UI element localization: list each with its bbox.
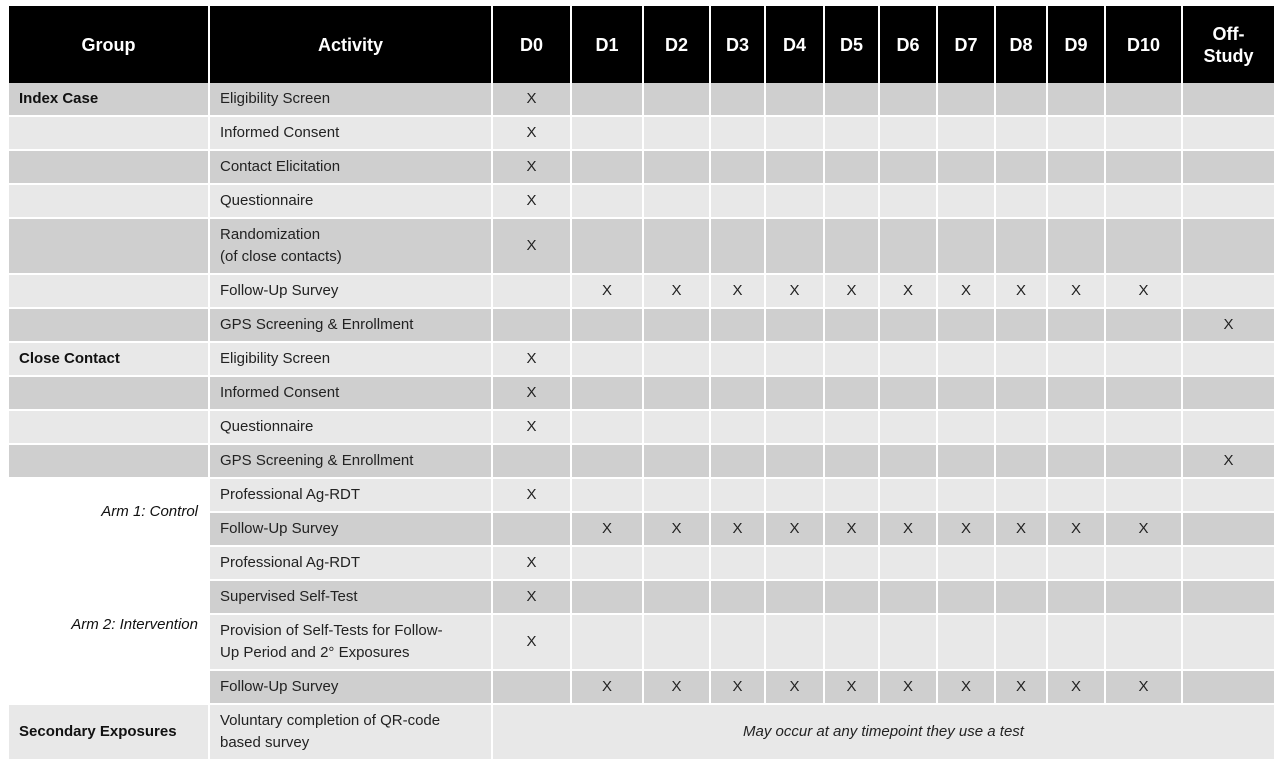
- mark-cell-d4: [766, 547, 825, 581]
- mark-cell-d1: [572, 547, 644, 581]
- mark-cell-off: [1183, 479, 1274, 513]
- mark-cell-d1: [572, 615, 644, 671]
- mark-cell-d3: X: [711, 513, 766, 547]
- mark-cell-d7: [938, 83, 996, 117]
- table-row: [9, 705, 1274, 761]
- table-row: [9, 343, 1274, 377]
- mark-cell-d2: [644, 479, 711, 513]
- mark-cell-d9: X: [1048, 513, 1106, 547]
- mark-cell-d2: X: [644, 275, 711, 309]
- mark-cell-d9: X: [1048, 275, 1106, 309]
- mark-cell-d5: X: [825, 671, 880, 705]
- mark-cell-d3: X: [711, 671, 766, 705]
- header-d3: D3: [711, 6, 766, 83]
- mark-cell-off: [1183, 581, 1274, 615]
- mark-cell-d5: [825, 581, 880, 615]
- mark-cell-d8: [996, 445, 1048, 479]
- mark-cell-d8: [996, 343, 1048, 377]
- mark-cell-d7: X: [938, 671, 996, 705]
- mark-cell-d8: [996, 219, 1048, 275]
- mark-cell-d7: [938, 445, 996, 479]
- mark-cell-d3: [711, 615, 766, 671]
- mark-cell-d7: [938, 309, 996, 343]
- mark-cell-d10: [1106, 83, 1183, 117]
- header-d4: D4: [766, 6, 825, 83]
- mark-cell-d2: X: [644, 513, 711, 547]
- mark-cell-d1: [572, 117, 644, 151]
- mark-cell-d10: [1106, 479, 1183, 513]
- group-cell: [9, 275, 210, 309]
- activity-cell: Professional Ag-RDT: [210, 547, 493, 581]
- mark-cell-d7: [938, 117, 996, 151]
- mark-cell-d2: [644, 117, 711, 151]
- mark-cell-d3: [711, 117, 766, 151]
- mark-cell-d0: [493, 275, 572, 309]
- activity-cell: Questionnaire: [210, 185, 493, 219]
- mark-cell-d0: X: [493, 83, 572, 117]
- mark-cell-d6: [880, 445, 938, 479]
- mark-cell-d9: [1048, 615, 1106, 671]
- mark-cell-d5: [825, 83, 880, 117]
- mark-cell-d7: [938, 411, 996, 445]
- mark-cell-d1: [572, 185, 644, 219]
- mark-cell-d2: [644, 615, 711, 671]
- group-cell: Index Case: [9, 83, 210, 117]
- mark-cell-off: [1183, 117, 1274, 151]
- mark-cell-d2: [644, 581, 711, 615]
- table-row: [9, 479, 1274, 513]
- mark-cell-d0: X: [493, 185, 572, 219]
- header-d10: D10: [1106, 6, 1183, 83]
- mark-cell-d3: [711, 411, 766, 445]
- mark-cell-d4: [766, 151, 825, 185]
- mark-cell-off: [1183, 151, 1274, 185]
- mark-cell-d1: X: [572, 275, 644, 309]
- mark-cell-d1: [572, 479, 644, 513]
- mark-cell-d5: X: [825, 513, 880, 547]
- activity-cell: Follow-Up Survey: [210, 513, 493, 547]
- mark-cell-d1: [572, 445, 644, 479]
- mark-cell-d0: X: [493, 615, 572, 671]
- mark-cell-d3: [711, 185, 766, 219]
- mark-cell-d2: [644, 151, 711, 185]
- header-group: Group: [9, 6, 210, 83]
- mark-cell-d3: [711, 547, 766, 581]
- mark-cell-d4: [766, 479, 825, 513]
- mark-cell-off: [1183, 185, 1274, 219]
- group-cell: [9, 309, 210, 343]
- mark-cell-d9: [1048, 581, 1106, 615]
- mark-cell-d8: X: [996, 275, 1048, 309]
- activity-cell: Questionnaire: [210, 411, 493, 445]
- mark-cell-d1: [572, 219, 644, 275]
- mark-cell-d1: [572, 309, 644, 343]
- mark-cell-d6: [880, 219, 938, 275]
- mark-cell-d0: X: [493, 219, 572, 275]
- table-row: [9, 309, 1274, 343]
- mark-cell-off: X: [1183, 445, 1274, 479]
- table-row: [9, 185, 1274, 219]
- mark-cell-d9: [1048, 117, 1106, 151]
- mark-cell-d6: [880, 185, 938, 219]
- group-cell: [9, 445, 210, 479]
- table-row: [9, 411, 1274, 445]
- mark-cell-d0: X: [493, 479, 572, 513]
- mark-cell-d0: X: [493, 581, 572, 615]
- mark-cell-d6: X: [880, 275, 938, 309]
- mark-cell-d5: [825, 547, 880, 581]
- mark-cell-d0: [493, 513, 572, 547]
- mark-cell-d2: [644, 445, 711, 479]
- header-row: [9, 6, 1274, 83]
- activity-cell: Professional Ag-RDT: [210, 479, 493, 513]
- activity-cell: GPS Screening & Enrollment: [210, 445, 493, 479]
- mark-cell-d10: [1106, 219, 1183, 275]
- mark-cell-off: X: [1183, 309, 1274, 343]
- mark-cell-d5: [825, 343, 880, 377]
- group-cell: [9, 185, 210, 219]
- mark-cell-d5: X: [825, 275, 880, 309]
- mark-cell-d10: [1106, 343, 1183, 377]
- mark-cell-d9: [1048, 343, 1106, 377]
- mark-cell-d6: [880, 151, 938, 185]
- mark-cell-d4: X: [766, 671, 825, 705]
- mark-cell-d1: [572, 83, 644, 117]
- mark-cell-off: [1183, 513, 1274, 547]
- mark-cell-d0: [493, 445, 572, 479]
- mark-cell-d10: [1106, 309, 1183, 343]
- group-cell: Secondary Exposures: [9, 705, 210, 761]
- mark-cell-d3: [711, 445, 766, 479]
- mark-cell-d7: [938, 185, 996, 219]
- mark-cell-d7: [938, 547, 996, 581]
- mark-cell-d3: [711, 151, 766, 185]
- mark-cell-d8: [996, 185, 1048, 219]
- mark-cell-off: [1183, 411, 1274, 445]
- table-row: [9, 151, 1274, 185]
- mark-cell-d4: X: [766, 275, 825, 309]
- mark-cell-d1: [572, 151, 644, 185]
- table-row: [9, 219, 1274, 275]
- mark-cell-d7: [938, 151, 996, 185]
- mark-cell-d6: [880, 309, 938, 343]
- mark-cell-d0: X: [493, 343, 572, 377]
- mark-cell-off: [1183, 219, 1274, 275]
- mark-cell-d8: [996, 117, 1048, 151]
- activity-cell: Informed Consent: [210, 377, 493, 411]
- mark-cell-d5: [825, 309, 880, 343]
- mark-cell-d8: [996, 309, 1048, 343]
- mark-cell-d3: [711, 309, 766, 343]
- mark-cell-d6: X: [880, 513, 938, 547]
- mark-cell-off: [1183, 377, 1274, 411]
- mark-cell-d6: [880, 117, 938, 151]
- activity-cell: Voluntary completion of QR-code based survey: [210, 705, 493, 761]
- mark-cell-d7: [938, 615, 996, 671]
- mark-cell-d9: [1048, 377, 1106, 411]
- mark-cell-d2: [644, 185, 711, 219]
- group-cell: [9, 377, 210, 411]
- activity-cell: Eligibility Screen: [210, 343, 493, 377]
- mark-cell-d4: [766, 581, 825, 615]
- mark-cell-d1: [572, 581, 644, 615]
- timepoint-note: May occur at any timepoint they use a test: [493, 705, 1274, 761]
- mark-cell-d2: X: [644, 671, 711, 705]
- mark-cell-d6: [880, 479, 938, 513]
- mark-cell-d4: [766, 377, 825, 411]
- mark-cell-d7: [938, 219, 996, 275]
- mark-cell-d5: [825, 445, 880, 479]
- mark-cell-d7: X: [938, 513, 996, 547]
- mark-cell-d2: [644, 309, 711, 343]
- mark-cell-d8: [996, 83, 1048, 117]
- mark-cell-off: [1183, 343, 1274, 377]
- header-activity: Activity: [210, 6, 493, 83]
- mark-cell-d5: [825, 479, 880, 513]
- mark-cell-d3: [711, 479, 766, 513]
- mark-cell-d3: [711, 581, 766, 615]
- mark-cell-d4: [766, 343, 825, 377]
- mark-cell-d4: [766, 445, 825, 479]
- table-row: [9, 83, 1274, 117]
- mark-cell-off: [1183, 275, 1274, 309]
- mark-cell-d0: [493, 309, 572, 343]
- mark-cell-d4: X: [766, 513, 825, 547]
- activity-cell: GPS Screening & Enrollment: [210, 309, 493, 343]
- table-row: [9, 377, 1274, 411]
- mark-cell-d10: [1106, 117, 1183, 151]
- mark-cell-d0: X: [493, 377, 572, 411]
- mark-cell-d5: [825, 185, 880, 219]
- mark-cell-d6: X: [880, 671, 938, 705]
- mark-cell-d1: [572, 411, 644, 445]
- mark-cell-d8: [996, 547, 1048, 581]
- mark-cell-d0: X: [493, 151, 572, 185]
- mark-cell-d10: X: [1106, 275, 1183, 309]
- group-cell: Close Contact: [9, 343, 210, 377]
- mark-cell-d7: [938, 377, 996, 411]
- header-d8: D8: [996, 6, 1048, 83]
- mark-cell-d5: [825, 411, 880, 445]
- mark-cell-d9: [1048, 479, 1106, 513]
- header-d1: D1: [572, 6, 644, 83]
- mark-cell-d2: [644, 343, 711, 377]
- header-d9: D9: [1048, 6, 1106, 83]
- group-cell: Arm 1: Control: [9, 479, 210, 547]
- mark-cell-d2: [644, 83, 711, 117]
- mark-cell-d2: [644, 411, 711, 445]
- mark-cell-d6: [880, 83, 938, 117]
- table-row: [9, 547, 1274, 581]
- mark-cell-d4: [766, 615, 825, 671]
- mark-cell-d6: [880, 581, 938, 615]
- mark-cell-d10: [1106, 615, 1183, 671]
- mark-cell-d5: [825, 377, 880, 411]
- mark-cell-d2: [644, 377, 711, 411]
- mark-cell-d8: X: [996, 513, 1048, 547]
- mark-cell-d2: [644, 219, 711, 275]
- table-row: [9, 117, 1274, 151]
- mark-cell-d9: [1048, 309, 1106, 343]
- activity-cell: Follow-Up Survey: [210, 275, 493, 309]
- activity-cell: Eligibility Screen: [210, 83, 493, 117]
- header-d6: D6: [880, 6, 938, 83]
- mark-cell-d4: [766, 219, 825, 275]
- mark-cell-d8: [996, 411, 1048, 445]
- mark-cell-d1: [572, 343, 644, 377]
- mark-cell-d4: [766, 411, 825, 445]
- header-off-study: Off- Study: [1183, 6, 1274, 83]
- header-d0: D0: [493, 6, 572, 83]
- mark-cell-d9: [1048, 83, 1106, 117]
- header-d2: D2: [644, 6, 711, 83]
- group-cell: Arm 2: Intervention: [9, 547, 210, 705]
- table-row: [9, 445, 1274, 479]
- mark-cell-d9: [1048, 219, 1106, 275]
- mark-cell-d5: [825, 151, 880, 185]
- mark-cell-d3: [711, 377, 766, 411]
- mark-cell-d0: X: [493, 117, 572, 151]
- header-d7: D7: [938, 6, 996, 83]
- mark-cell-d3: [711, 219, 766, 275]
- table-row: [9, 275, 1274, 309]
- mark-cell-d6: [880, 377, 938, 411]
- mark-cell-d0: X: [493, 547, 572, 581]
- mark-cell-d9: [1048, 185, 1106, 219]
- mark-cell-d1: [572, 377, 644, 411]
- mark-cell-d6: [880, 615, 938, 671]
- mark-cell-d9: [1048, 547, 1106, 581]
- group-cell: [9, 151, 210, 185]
- mark-cell-off: [1183, 615, 1274, 671]
- mark-cell-d10: X: [1106, 671, 1183, 705]
- group-cell: [9, 411, 210, 445]
- activity-cell: Supervised Self-Test: [210, 581, 493, 615]
- mark-cell-d4: [766, 185, 825, 219]
- mark-cell-d0: X: [493, 411, 572, 445]
- mark-cell-d9: [1048, 411, 1106, 445]
- mark-cell-d8: [996, 581, 1048, 615]
- mark-cell-d10: [1106, 151, 1183, 185]
- mark-cell-d8: [996, 615, 1048, 671]
- mark-cell-d9: [1048, 151, 1106, 185]
- mark-cell-d7: [938, 479, 996, 513]
- mark-cell-d7: X: [938, 275, 996, 309]
- mark-cell-d4: [766, 309, 825, 343]
- header-d5: D5: [825, 6, 880, 83]
- mark-cell-d1: X: [572, 513, 644, 547]
- mark-cell-d9: [1048, 445, 1106, 479]
- mark-cell-d0: [493, 671, 572, 705]
- mark-cell-d8: X: [996, 671, 1048, 705]
- mark-cell-d3: X: [711, 275, 766, 309]
- mark-cell-d4: [766, 83, 825, 117]
- mark-cell-off: [1183, 671, 1274, 705]
- activity-cell: Informed Consent: [210, 117, 493, 151]
- mark-cell-d6: [880, 547, 938, 581]
- mark-cell-d10: [1106, 185, 1183, 219]
- mark-cell-d10: [1106, 547, 1183, 581]
- mark-cell-d5: [825, 615, 880, 671]
- mark-cell-d4: [766, 117, 825, 151]
- mark-cell-d10: [1106, 581, 1183, 615]
- activity-cell: Randomization (of close contacts): [210, 219, 493, 275]
- mark-cell-off: [1183, 547, 1274, 581]
- mark-cell-d5: [825, 117, 880, 151]
- mark-cell-off: [1183, 83, 1274, 117]
- mark-cell-d10: [1106, 445, 1183, 479]
- mark-cell-d8: [996, 151, 1048, 185]
- mark-cell-d3: [711, 83, 766, 117]
- mark-cell-d5: [825, 219, 880, 275]
- mark-cell-d1: X: [572, 671, 644, 705]
- mark-cell-d8: [996, 479, 1048, 513]
- mark-cell-d6: [880, 343, 938, 377]
- activity-cell: Follow-Up Survey: [210, 671, 493, 705]
- mark-cell-d10: [1106, 411, 1183, 445]
- schedule-table: [9, 6, 1274, 761]
- mark-cell-d9: X: [1048, 671, 1106, 705]
- mark-cell-d6: [880, 411, 938, 445]
- mark-cell-d3: [711, 343, 766, 377]
- mark-cell-d8: [996, 377, 1048, 411]
- activity-cell: Contact Elicitation: [210, 151, 493, 185]
- group-cell: [9, 117, 210, 151]
- mark-cell-d2: [644, 547, 711, 581]
- mark-cell-d10: X: [1106, 513, 1183, 547]
- group-cell: [9, 219, 210, 275]
- activity-cell: Provision of Self-Tests for Follow- Up Period and 2° Exposures: [210, 615, 493, 671]
- mark-cell-d7: [938, 581, 996, 615]
- mark-cell-d10: [1106, 377, 1183, 411]
- mark-cell-d7: [938, 343, 996, 377]
